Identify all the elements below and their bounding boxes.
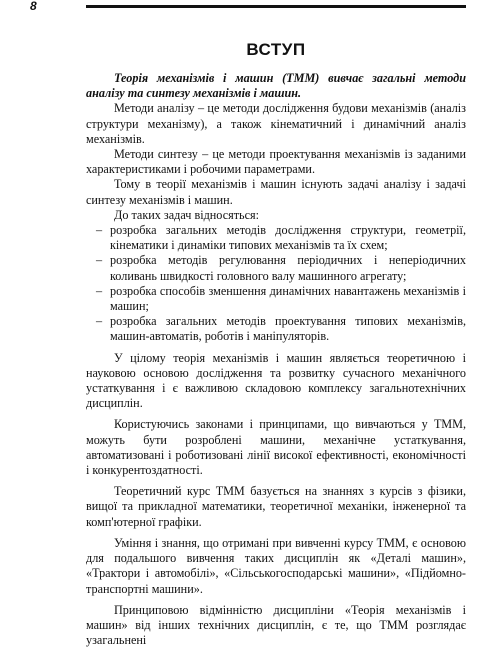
paragraph-analysis: Методи аналізу – це методи дослідження будови механізмів (аналіз структури механізму), а також кінематичний і динамічний аналіз механізмів. xyxy=(86,101,466,146)
paragraph-tasks: Тому в теорії механізмів і машин існують задачі аналізу і задачі синтезу механізмів і машин. xyxy=(86,177,466,207)
tasks-list xyxy=(86,223,466,345)
list-item-text: розробка методів регулювання періодичних і неперіодичних коливань швидкості головного валу машинного агрегату; xyxy=(110,253,466,283)
paragraph-skills: Уміння і знання, що отримані при вивченні курсу ТММ, є основою для подальшого вивчення таких дисциплін як «Деталі машин», «Трактори і автомобілі», «Сільськогосподарські машини», «Підйомно-транспортні машини». xyxy=(86,535,466,596)
list-marker: – xyxy=(96,223,103,238)
list-item-text: розробка загальних методів проектування типових механізмів, машин-автоматів, роботів і маніпуляторів. xyxy=(110,314,466,344)
body-text xyxy=(86,71,466,648)
list-item-text: розробка способів зменшення динамічних навантажень механізмів і машин; xyxy=(110,283,466,314)
paragraph-overall: У цілому теорія механізмів і машин являється теоретичною і науковою основою дослідження та розвитку сучасного механічного устаткування і є важливою складовою комплексу загальнотехнічних дисциплін. xyxy=(86,350,466,411)
list-item xyxy=(86,284,466,314)
paragraph-difference: Принциповою відмінністю дисципліни «Теорія механізмів і машин» від інших технічних дисциплін, є те, що ТММ розглядає узагальнені xyxy=(86,602,466,648)
page-title: ВСТУП xyxy=(246,40,306,59)
paragraph-tasks-intro: До таких задач відносяться: xyxy=(114,207,260,222)
list-marker: – xyxy=(96,314,103,329)
lead-paragraph: Теорія механізмів і машин (ТММ) вивчає загальні методи аналізу та синтезу механізмів і машин. xyxy=(86,71,466,101)
paragraph-course: Теоретичний курс ТММ базується на знаннях з курсів з фізики, вищої та прикладної математики, теоретичної механіки, інженерної та комп'ютерної графіки. xyxy=(86,484,466,529)
paragraph-synthesis: Методи синтезу – це методи проектування механізмів із заданими характеристиками і робочими параметрами. xyxy=(86,147,466,177)
header-rule xyxy=(86,5,466,8)
page-number: 8 xyxy=(30,0,37,13)
list-item-text: розробка загальних методів дослідження структури, геометрії, кінематики і динаміки типових механізмів та їх схем; xyxy=(110,223,466,253)
list-item xyxy=(86,314,466,344)
paragraph-laws: Користуючись законами і принципами, що вивчаються у ТММ, можуть бути розроблені машини, механічне устаткування, автоматизовані і роботизовані лінії високої ефективності, економічності і конкурентоздатності. xyxy=(86,417,466,478)
list-marker: – xyxy=(96,283,103,298)
list-item xyxy=(86,223,466,253)
list-marker: – xyxy=(96,253,103,268)
list-item xyxy=(86,253,466,283)
